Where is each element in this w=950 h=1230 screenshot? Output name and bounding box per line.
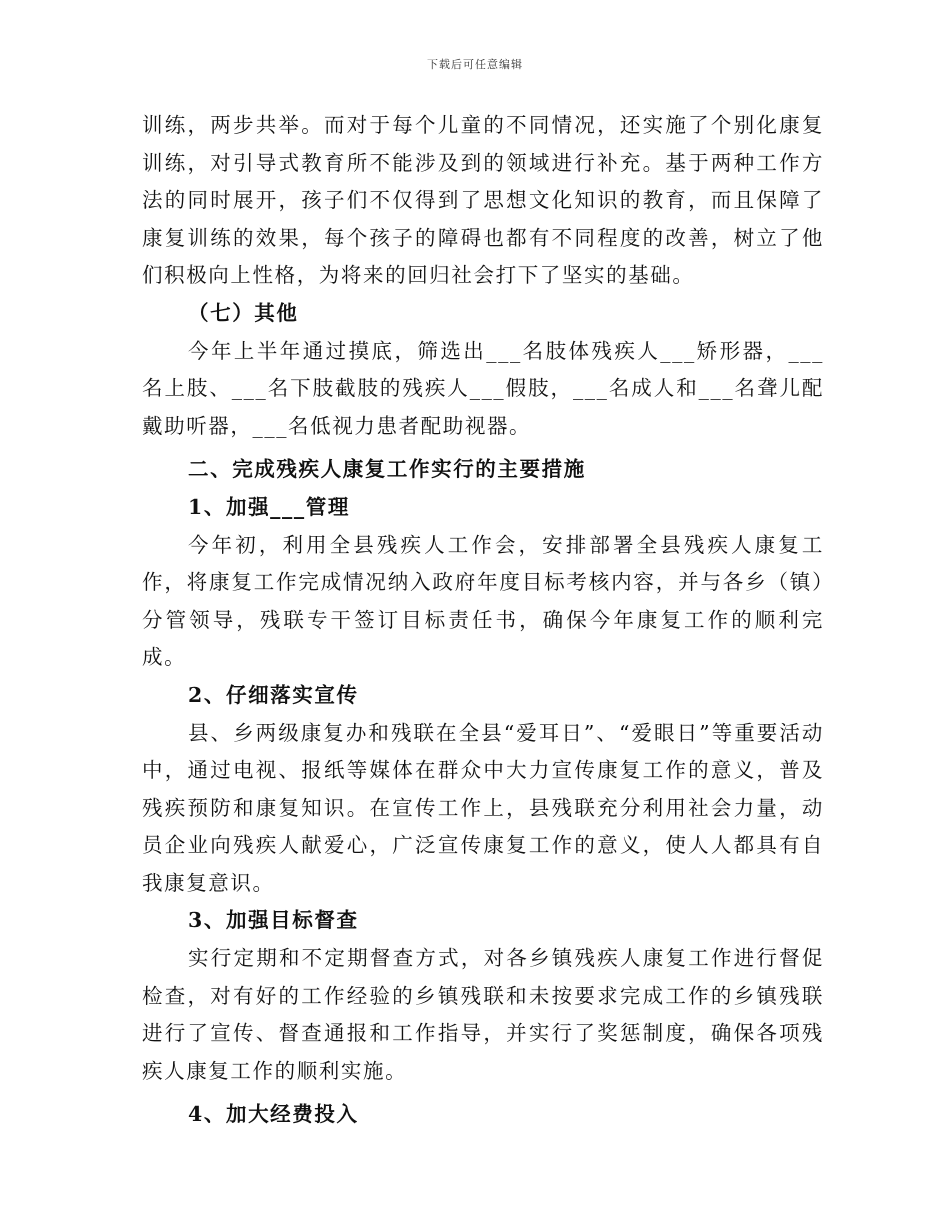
subheading-management: 1、加强___管理 <box>188 494 350 519</box>
section-heading-main-measures: 二、完成残疾人康复工作实行的主要措施 <box>188 457 586 482</box>
paragraph-publicity: 县、乡两级康复办和残联在全县“爱耳日”、“爱眼日”等重要活动中，通过电视、报纸等媒体在群众中大力宣传康复工作的意义，普及残疾预防和康复知识。在宣传工作上，县残联充分利用社会力量，动员企业向残疾人献爱心，广泛宣传康复工作的意义，使人人都具有自我康复意识。 <box>142 720 824 895</box>
paragraph-screening: 今年上半年通过摸底，筛选出___名肢体残疾人___矫形器，___名上肢、___名下肢截肢的残疾人___假肢，___名成人和___名聋儿配戴助听器，___名低视力患者配助视器。 <box>142 338 824 438</box>
page-header: 下载后可任意编辑 <box>427 58 523 71</box>
subheading-supervision: 3、加强目标督查 <box>188 908 359 933</box>
document-body <box>142 107 824 1134</box>
section-heading-other: （七）其他 <box>188 300 299 325</box>
subheading-funding: 4、加大经费投入 <box>188 1102 359 1127</box>
paragraph-supervision: 实行定期和不定期督查方式，对各乡镇残疾人康复工作进行督促检查，对有好的工作经验的乡镇残联和未按要求完成工作的乡镇残联进行了宣传、督查通报和工作指导，并实行了奖惩制度，确保各项残疾人康复工作的顺利实施。 <box>142 946 824 1083</box>
paragraph-training-summary: 训练，两步共举。而对于每个儿童的不同情况，还实施了个别化康复训练，对引导式教育所不能涉及到的领域进行补充。基于两种工作方法的同时展开，孩子们不仅得到了思想文化知识的教育，而且保障了康复训练的效果，每个孩子的障碍也都有不同程度的改善，树立了他们积极向上性格，为将来的回归社会打下了坚实的基础。 <box>142 113 824 288</box>
paragraph-management: 今年初，利用全县残疾人工作会，安排部署全县残疾人康复工作，将康复工作完成情况纳入政府年度目标考核内容，并与各乡（镇）分管领导，残联专干签订目标责任书，确保今年康复工作的顺利完成。 <box>142 532 824 670</box>
subheading-publicity: 2、仔细落实宣传 <box>188 682 359 707</box>
